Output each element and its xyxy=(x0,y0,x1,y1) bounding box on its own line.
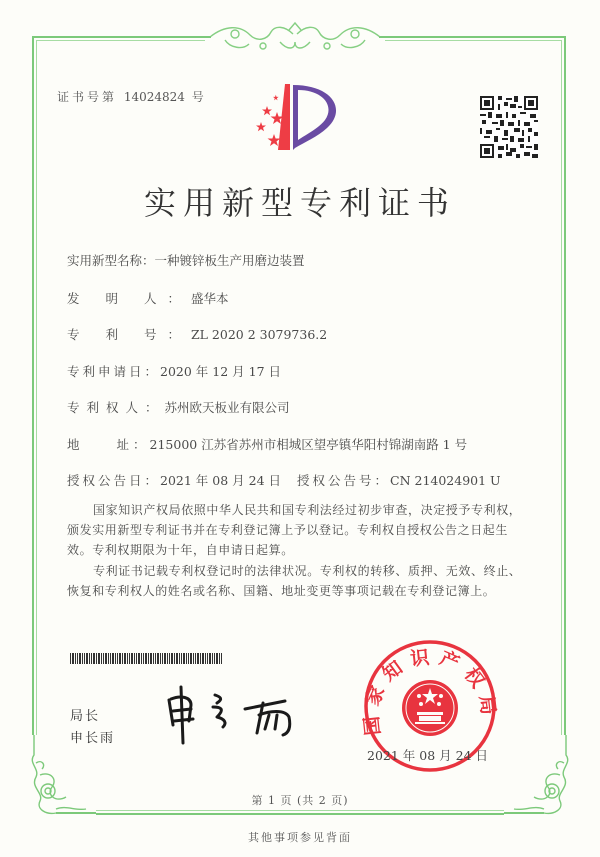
certificate-number xyxy=(57,88,207,105)
field-value: CN 214024901 U xyxy=(390,473,501,488)
seal-text: 国家知识产权局 xyxy=(359,645,501,737)
field-label: 实用新型名称： xyxy=(67,253,155,268)
field-value: 2020 年 12 月 17 日 xyxy=(160,364,282,379)
footer-note: 其他事项参见背面 xyxy=(248,831,352,844)
field-value: 一种镀锌板生产用磨边装置 xyxy=(154,253,305,268)
field-label: 授权公告号： xyxy=(297,473,391,488)
field-label: 授权公告日： xyxy=(67,473,161,488)
certificate-number-label: 证书号第 xyxy=(57,90,118,104)
field-grant-announcement-date xyxy=(67,471,281,489)
field-inventor xyxy=(67,289,228,307)
field-value: 苏州欧天板业有限公司 xyxy=(164,400,290,415)
field-label: 发 明 人： xyxy=(67,291,191,306)
cnipa-logo-icon xyxy=(245,82,350,152)
seal-date: 2021 年 08 月 24 日 xyxy=(367,748,488,763)
barcode-icon xyxy=(70,653,222,664)
field-label: 专 利 号： xyxy=(67,327,191,342)
top-floral-ornament-icon xyxy=(205,20,385,56)
signatory-title: 局长 xyxy=(70,709,101,724)
field-patentee xyxy=(67,398,290,416)
handwritten-signature-icon xyxy=(165,685,305,745)
certificate-title: 实用新型专利证书 xyxy=(143,184,456,222)
signatory-name: 申长雨 xyxy=(70,731,116,746)
field-value: ZL 2020 2 3079736.2 xyxy=(190,327,328,342)
field-grant-announcement-number xyxy=(297,471,501,489)
field-label: 专利权人： xyxy=(67,400,165,415)
field-application-date xyxy=(67,362,281,380)
field-label: 地 址： xyxy=(67,437,150,452)
field-value: 盛华本 xyxy=(190,291,229,306)
field-label: 专利申请日： xyxy=(67,364,161,379)
field-address xyxy=(67,435,467,453)
field-value: 2021 年 08 月 24 日 xyxy=(160,473,282,488)
page-indicator: 第 1 页 (共 2 页) xyxy=(251,794,349,807)
grant-statement-paragraph: 国家知识产权局依照中华人民共和国专利法经过初步审查，决定授予专利权，颁发实用新型专利证书并在专利登记簿上予以登记。专利权自授权公告之日起生效。专利权期限为十年，自申请日起算。 xyxy=(67,503,522,557)
field-patent-number xyxy=(67,325,327,343)
qr-code-icon[interactable] xyxy=(480,96,538,158)
certificate-number-value: 14024824 xyxy=(123,90,185,104)
legal-status-paragraph: 专利证书记载专利权登记时的法律状况。专利权的转移、质押、无效、终止、恢复和专利权人的姓名或名称、国籍、地址变更等事项记载在专利登记簿上。 xyxy=(67,564,522,598)
certificate-number-suffix: 号 xyxy=(191,90,207,104)
field-value: 215000 江苏省苏州市相城区望亭镇华阳村锦湖南路 1 号 xyxy=(149,437,468,452)
field-utility-model-name xyxy=(67,251,305,269)
